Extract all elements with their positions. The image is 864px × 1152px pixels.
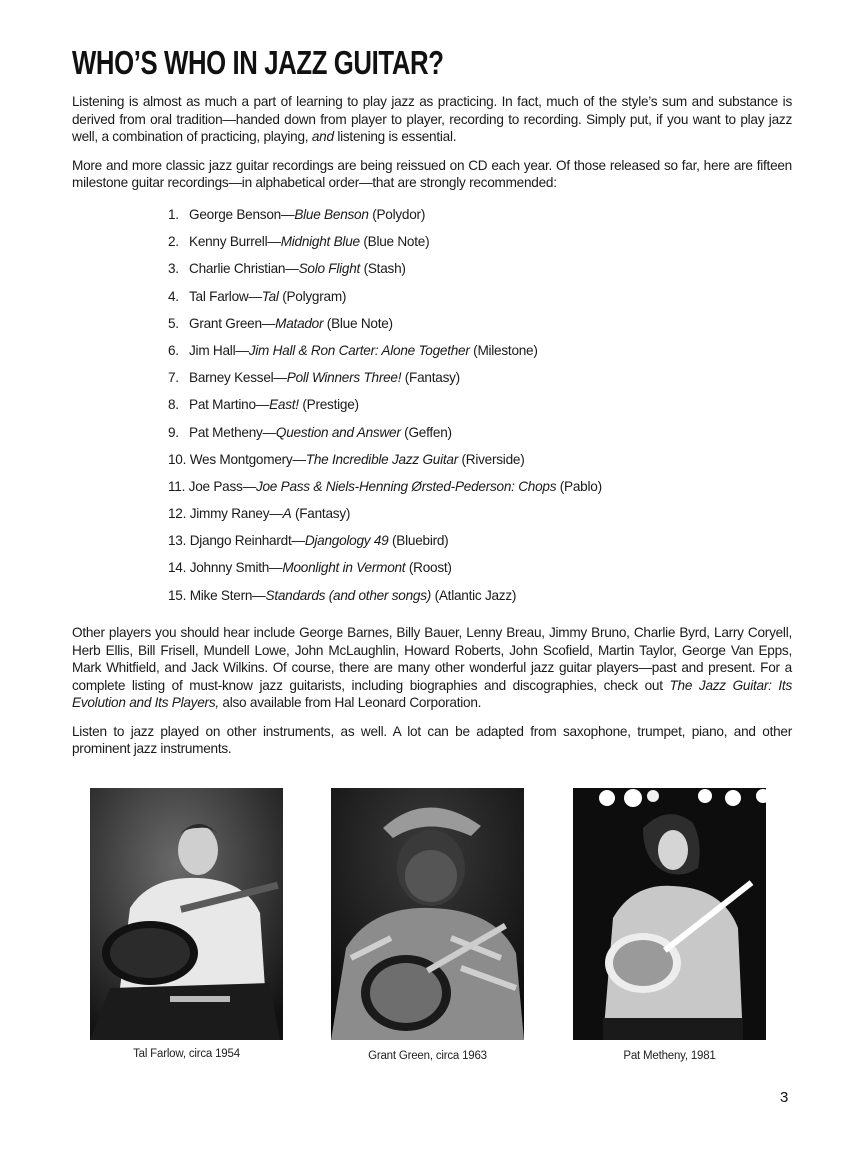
intro-paragraph-2: More and more classic jazz guitar recordings are being reissued on CD each year. Of those released so far, here are fifteen milestone guitar recordings—in alphabetical order—that are strongly recommended: xyxy=(72,157,792,190)
photo-caption: Tal Farlow, circa 1954 xyxy=(133,1048,240,1060)
list-item: 5. Grant Green—Matador (Blue Note) xyxy=(168,315,393,331)
list-item: 6. Jim Hall—Jim Hall & Ron Carter: Alone Together (Milestone) xyxy=(168,342,538,358)
list-item: 13. Django Reinhardt—Djangology 49 (Bluebird) xyxy=(168,533,449,549)
list-item: 10. Wes Montgomery—The Incredible Jazz Guitar (Riverside) xyxy=(168,451,525,467)
page-number: 3 xyxy=(780,1089,789,1106)
list-item: 3. Charlie Christian—Solo Flight (Stash) xyxy=(168,261,406,277)
photo-caption: Grant Green, circa 1963 xyxy=(368,1050,487,1062)
other-players-paragraph: Other players you should hear include George Barnes, Billy Bauer, Lenny Breau, Jimmy Bruno, Charlie Byrd, Larry Coryell, Herb Ellis, Bill Frisell, Mundell Lowe, John McLaughlin, Howard Roberts, John Scofield, Martin Taylor, George Van Epps, Mark Whitfield, and Jack Wilkins. Of course, there are many other wonderful jazz guitar players—past and present. For a complete listing of must-know jazz guitarists, including biographies and discographies, check out The Jazz Guitar: Its Evolution and Its Players, also available from Hal Leonard Corporation. xyxy=(72,625,792,710)
intro-text xyxy=(72,93,792,192)
photo-tal-farlow xyxy=(90,788,283,1040)
outro-text xyxy=(72,624,792,758)
recordings-list xyxy=(168,206,602,614)
intro-paragraph-1: Listening is almost as much a part of learning to play jazz as practicing. In fact, much of the style’s sum and substance is derived from oral tradition—handed down from player to player, recording to recording. Simply put, if you want to play jazz well, a combination of practicing, playing, and listening is essential. xyxy=(72,94,792,144)
list-item: 15. Mike Stern—Standards (and other songs) (Atlantic Jazz) xyxy=(168,587,517,603)
photo-pat-metheny xyxy=(573,788,766,1040)
photo-grant-green xyxy=(331,788,524,1040)
other-instruments-paragraph: Listen to jazz played on other instruments, as well. A lot can be adapted from saxophone, trumpet, piano, and other prominent jazz instruments. xyxy=(72,723,792,756)
list-item: 7. Barney Kessel—Poll Winners Three! (Fantasy) xyxy=(168,370,460,386)
list-item: 1. George Benson—Blue Benson (Polydor) xyxy=(168,207,426,222)
list-item: 8. Pat Martino—East! (Prestige) xyxy=(168,397,359,413)
list-item: 9. Pat Metheny—Question and Answer (Geffen) xyxy=(168,424,452,440)
list-item: 4. Tal Farlow—Tal (Polygram) xyxy=(168,288,347,304)
list-item: 14. Johnny Smith—Moonlight in Vermont (Roost) xyxy=(168,560,452,576)
list-item: 2. Kenny Burrell—Midnight Blue (Blue Note) xyxy=(168,234,430,250)
list-item: 11. Joe Pass—Joe Pass & Niels-Henning Ørsted-Pederson: Chops (Pablo) xyxy=(168,478,602,494)
list-item: 12. Jimmy Raney—A (Fantasy) xyxy=(168,506,351,522)
page-title: WHO’S WHO IN JAZZ GUITAR? xyxy=(72,44,444,81)
photo-caption: Pat Metheny, 1981 xyxy=(623,1050,716,1062)
